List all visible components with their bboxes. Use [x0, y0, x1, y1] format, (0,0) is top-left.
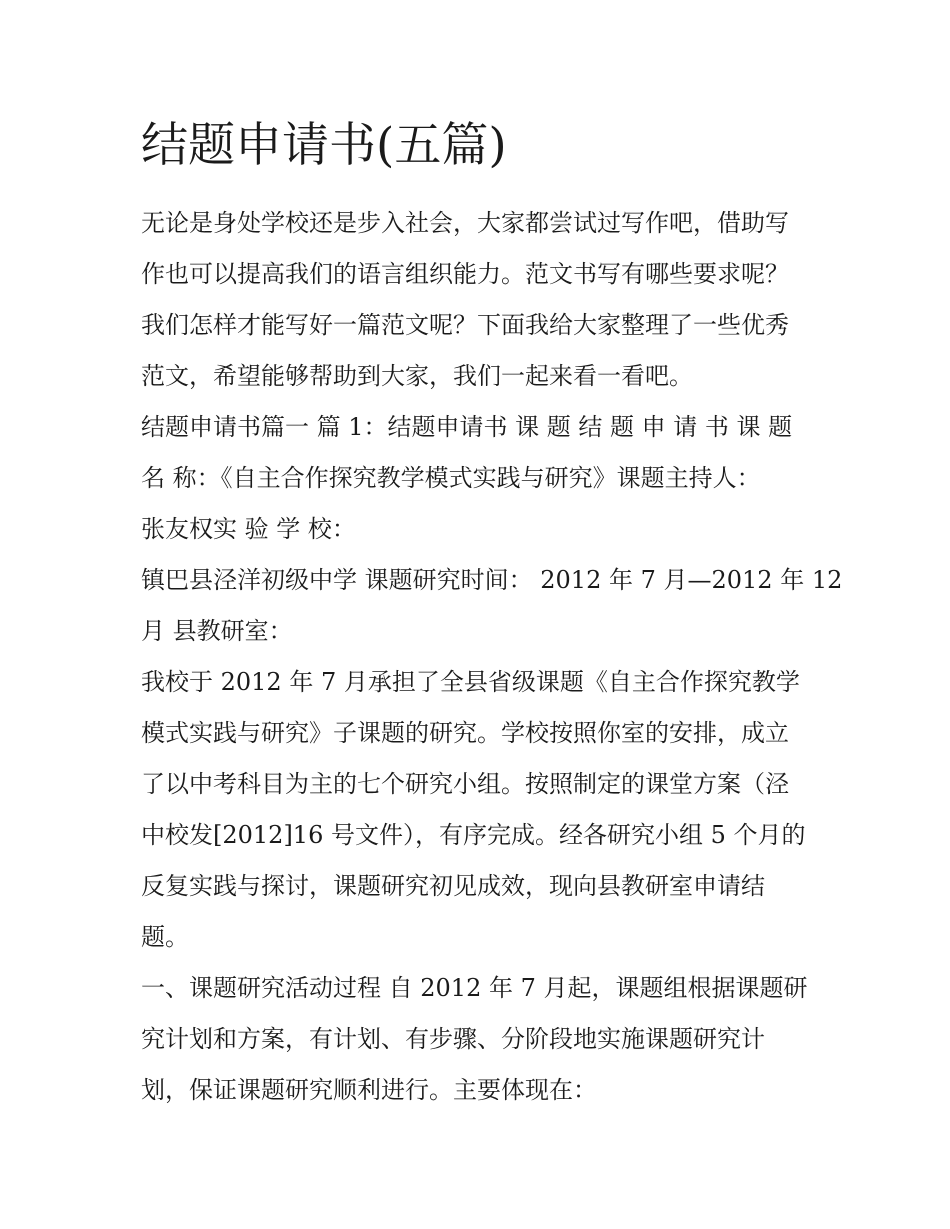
body-line: 了以中考科目为主的七个研究小组。按照制定的课堂方案（泾: [141, 770, 789, 798]
body-line: 镇巴县泾洋初级中学 课题研究时间： 2012 年 7 月—2012 年 12: [141, 566, 843, 594]
body-line: 中校发[2012]16 号文件），有序完成。经各研究小组 5 个月的: [141, 821, 806, 849]
body-line: 作也可以提高我们的语言组织能力。范文书写有哪些要求呢？: [141, 260, 789, 288]
body-line: 我们怎样才能写好一篇范文呢？下面我给大家整理了一些优秀: [141, 311, 789, 339]
body-line: 划，保证课题研究顺利进行。主要体现在：: [141, 1076, 597, 1104]
body-line: 题。: [141, 923, 189, 951]
body-line: 名 称：《自主合作探究教学模式实践与研究》课题主持人：: [141, 464, 761, 492]
body-line: 反复实践与探讨，课题研究初见成效，现向县教研室申请结: [141, 872, 765, 900]
body-line: 模式实践与研究》子课题的研究。学校按照你室的安排，成立: [141, 719, 789, 747]
body-line: 月 县教研室：: [141, 617, 293, 645]
document-title: 结题申请书(五篇): [141, 118, 507, 173]
body-line: 结题申请书篇一 篇 1：结题申请书 课 题 结 题 申 请 书 课 题: [141, 413, 793, 441]
body-line: 我校于 2012 年 7 月承担了全县省级课题《自主合作探究教学: [141, 668, 800, 696]
body-line: 究计划和方案，有计划、有步骤、分阶段地实施课题研究计: [141, 1025, 765, 1053]
body-line: 一、课题研究活动过程 自 2012 年 7 月起，课题组根据课题研: [141, 974, 808, 1002]
body-line: 无论是身处学校还是步入社会，大家都尝试过写作吧，借助写: [141, 209, 789, 237]
document-body: [141, 198, 843, 1116]
body-line: 范文，希望能够帮助到大家，我们一起来看一看吧。: [141, 362, 693, 390]
body-line: 张友权实 验 学 校：: [141, 515, 356, 543]
